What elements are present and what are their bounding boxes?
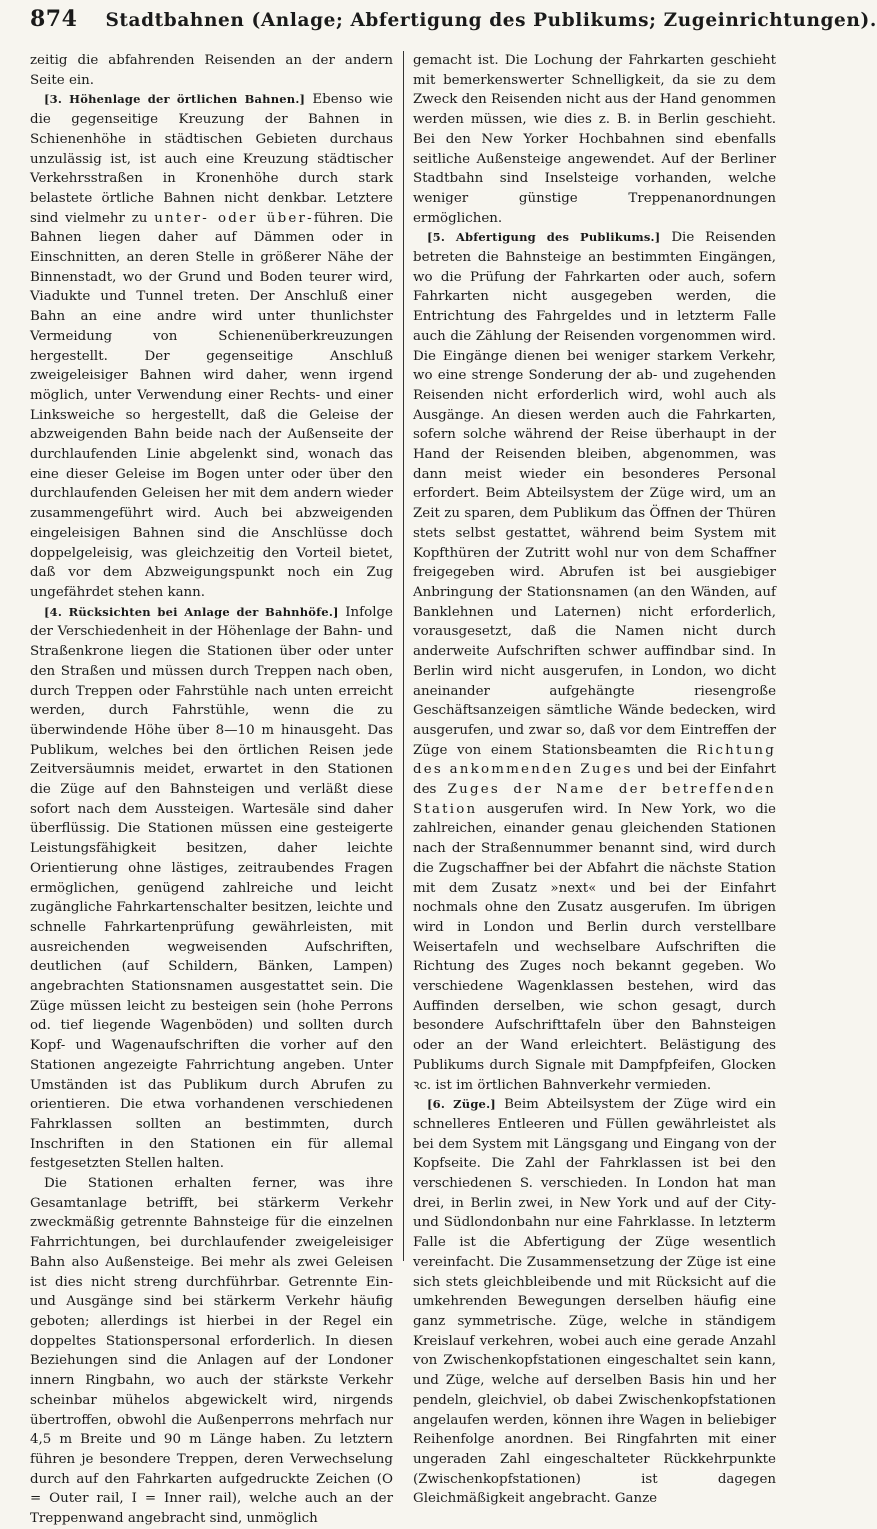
right-column xyxy=(413,51,777,1507)
section-3-paragraph xyxy=(30,90,393,602)
paragraph-text: Die Reisenden betreten die Bahnsteige an bestimmten Eingängen, wo die Prüfung der Fahrkarten oder auch, sofern Fahrkarten nicht ausgegeben werden, die Entrichtung des Fahrgeldes und in letzterm Falle auch die Zählung der Reisenden vorgenommen wird. Die Eingänge dienen bei weniger starkem Verkehr, wo eine strenge Sonderung der ab- und zugehenden Reisenden nicht erforderlich wird, wohl auch als Ausgänge. An diesen werden auch die Fahrkarten, sofern solche während der Reise überhaupt in der Hand der Reisenden bleiben, abgenommen, was dann meist wieder ein besonderes Personal erfordert. Beim Abteilsystem der Züge wird, um an Zeit zu sparen, dem Publikum das Öffnen der Thüren stets selbst gestattet, während beim System mit Kopfthüren der Zutritt wohl nur von dem Schaffner freigegeben wird. Abrufen ist bei ausgiebiger Anbringung der Stationsnamen (an den Wänden, auf Banklehnen und Laternen) nicht erforderlich, vorausgesetzt, daß die Namen nicht durch anderweite Aufschriften schwer auffindbar sind. In Berlin wird nicht ausgerufen, in London, wo dicht aneinander aufgehängte riesengroße Geschäftsanzeigen sämtliche Wände bedecken, wird ausgerufen, und zwar so, daß vor dem Eintreffen der Züge von einem Stationsbeamten die xyxy=(413,230,776,758)
running-head: Stadtbahnen (Anlage; Abfertigung des Publikums; Zugeinrichtungen). xyxy=(105,10,877,31)
paragraph-text: ausgerufen wird. In New York, wo die zahlreichen, einander genau gleichenden Stationen nach der Straßennummer benannt sind, wird durch die Zugschaffner bei der Abfahrt die nächste Station mit dem Zusatz »next« und bei der Einfahrt nochmals ohne den Zusatz ausgerufen. Im übrigen wird in London und Berlin durch verstellbare Weisertafeln und wechselbare Aufschriften die Richtung des Zuges noch bekannt gegeben. Wo verschiedene Wagenklassen bestehen, wird das Auffinden derselben, wie schon gesagt, durch besondere Aufschrifttafeln über den Bahnsteigen oder an der Wand erleichtert. Belästigung des Publikums durch Signale mit Dampfpfeifen, Glocken ꝛc. ist im örtlichen Bahnverkehr vermieden. xyxy=(413,801,776,1093)
emphasized-text: unter- oder über- xyxy=(154,210,314,226)
paragraph-text: Infolge der Verschiedenheit in der Höhenlage der Bahn- und Straßenkrone liegen die Stationen über oder unter den Straßen und müssen durch Treppen nach oben, durch Treppen oder Fahrstühle nach unten erreicht werden, durch Fahrstühle, wenn die zu überwindende Höhe über 8—10 m hinausgeht. Das Publikum, welches bei den örtlichen Reisen jede Zeitversäumnis meidet, erwartet in den Stationen die Züge auf den Bahnsteigen und verläßt diese sofort nach dem Aussteigen. Wartesäle sind daher überflüssig. Die Stationen müssen eine gesteigerte Leistungsfähigkeit besitzen, daher leichte Orientierung ohne lästiges, zeitraubendes Fragen ermöglichen, genügend zahlreiche und leicht zugängliche Fahrkartenschalter besitzen, leichte und schnelle Fahrkartenprüfung gewährleisten, mit ausreichenden wegweisenden Aufschriften, deutlichen (auf Schildern, Bänken, Lampen) angebrachten Stationsnamen ausgestattet sein. Die Züge müssen leicht zu besteigen sein (hohe Perrons od. tief liegende Wagenböden) und sollten durch Kopf- und Wagenaufschriften die vorher auf den Stationen angezeigte Fahrrichtung angeben. Unter Umständen ist das Publikum durch Abrufen zu orientieren. Die etwa vorhandenen verschiedenen Fahrklassen sollten an bestimmten, durch Inschriften in den Stationen ein für allemal festgesetzten Stellen halten. xyxy=(30,604,393,1172)
paragraph-text: gemacht ist. Die Lochung der Fahrkarten geschieht mit bemerkenswerter Schnelligkeit, da sie zu dem Zweck den Reisenden nicht aus der Hand genommen werden müssen, wie dies z. B. in Berlin geschieht. Bei den New Yorker Hochbahnen sind ebenfalls seitliche Außensteige angewendet. Auf der Berliner Stadtbahn sind Inselsteige vorhanden, welche weniger günstige Treppenanordnungen ermöglichen. xyxy=(413,53,776,226)
section-6-paragraph xyxy=(413,1095,776,1509)
section-5-paragraph xyxy=(413,228,776,1095)
section-heading: [6. Züge.] xyxy=(427,1097,496,1112)
paragraph-text: und bei der Einfahrt des xyxy=(413,762,777,798)
paragraph-text: zeitig die abfahrenden Reisenden an der andern Seite ein. xyxy=(30,53,393,88)
paragraph-text: Ebenso wie die gegenseitige Kreuzung der Bahnen in Schienenhöhe in städtischen Gebieten durchaus unzulässig ist, ist auch eine Kreuzung städtischer Verkehrsstraßen in Kronenhöhe durch stark belastete örtliche Bahnen nicht denkbar. Letztere sind vielmehr zu xyxy=(30,92,393,226)
page-number: 874 xyxy=(30,6,78,32)
paragraph-text: Die Stationen erhalten ferner, was ihre Gesamtanlage betrifft, bei stärkerm Verkehr zweckmäßig getrennte Bahnsteige für die einzelnen Fahrrichtungen, bei durchlaufender zweigeleisiger Bahn also Außensteige. Bei mehr als zwei Geleisen ist dies nicht streng durchführbar. Getrennte Ein- und Ausgänge sind bei stärkerm Verkehr häufig geboten; allerdings ist hierbei in der Regel ein doppeltes Stationspersonal erforderlich. In diesen Beziehungen sind die Anlagen auf der Londoner innern Ringbahn, wo auch der stärkste Verkehr scheinbar mühelos abgewickelt wird, nirgends übertroffen, obwohl die Außenperrons mehrfach nur 4,5 m Breite und 90 m Länge haben. Zu letztern führen je besondere Treppen, deren Verwechselung durch auf den Fahrkarten aufgedruckte Zeichen (O = Outer rail, I = Inner rail), welche auch an der Treppenwand angebracht sind, unmöglich xyxy=(30,1176,393,1527)
paragraph xyxy=(413,51,776,228)
paragraph-text: führen. Die Bahnen liegen daher auf Dämmen oder in Einschnitten, an deren Stelle in größerer Nähe der Binnenstadt, wo der Grund und Boden teurer wird, Viadukte und Tunnel treten. Der Anschluß einer Bahn an eine andre wird unter thunlichster Vermeidung von Schienenüberkreuzungen hergestellt. Der gegenseitige Anschluß zweigeleisiger Bahnen wird daher, wenn irgend möglich, unter Verwendung einer Rechts- und einer Linksweiche so hergestellt, daß die Geleise der abzweigenden Bahn beide nach der Außenseite der durchlaufenden Linie abgelenkt sind, wonach das eine dieser Geleise im Bogen unter oder über den durchlaufenden Geleisen her mit dem andern wieder zusammengeführt wird. Auch bei abzweigenden eingeleisigen Bahnen sind die Anschlüsse doch doppelgeleisig, was gleichzeitig den Vorteil bietet, daß vor dem Abzweigungspunkt noch ein Zug ungefährdet stehen kann. xyxy=(30,210,393,600)
emphasized-text: Richtung des ankommenden Zuges xyxy=(413,742,776,778)
text-columns xyxy=(30,51,777,1527)
emphasized-text: Zuges der Name der betreffenden Station xyxy=(413,782,776,817)
paragraph xyxy=(30,1174,393,1529)
column-divider xyxy=(403,51,404,1261)
section-heading: [5. Abfertigung des Publikums.] xyxy=(427,230,661,245)
section-4-paragraph xyxy=(30,603,393,1174)
paragraph xyxy=(30,51,393,90)
page-header xyxy=(30,6,877,46)
section-heading: [3. Höhenlage der örtlichen Bahnen.] xyxy=(44,92,306,107)
section-heading: [4. Rücksichten bei Anlage der Bahnhöfe.] xyxy=(44,604,339,619)
paragraph-text: Beim Abteilsystem der Züge wird ein schnelleres Entleeren und Füllen gewährleistet als bei dem System mit Längsgang und Eingang von der Kopfseite. Die Zahl der Fahrklassen ist bei den verschiedenen S. verschieden. In London hat man drei, in Berlin zwei, in New York und auf der City- und Südlondonbahn nur eine Fahrklasse. In letzterm Falle ist die Abfertigung der Züge wesentlich vereinfacht. Die Zusammensetzung der Züge ist eine sich stets gleichbleibende und mit Rücksicht auf die umkehrenden Bewegungen derselben häufig eine ganz symmetrische. Züge, welche in ständigem Kreislauf verkehren, wobei auch eine gerade Anzahl von Zwischenkopfstationen eingeschaltet sein kann, und Züge, welche auf derselben Basis hin und her pendeln, gleichviel, ob dabei Zwischenkopfstationen angelaufen werden, können ihre Wagen in beliebiger Reihenfolge anordnen. Bei Ringfahrten mit einer ungeraden Zahl eingeschalteter Rückkehrpunkte (Zwischenkopfstationen) ist dagegen Gleichmäßigkeit angebracht. Ganze xyxy=(413,1097,776,1507)
left-column xyxy=(30,51,393,1527)
